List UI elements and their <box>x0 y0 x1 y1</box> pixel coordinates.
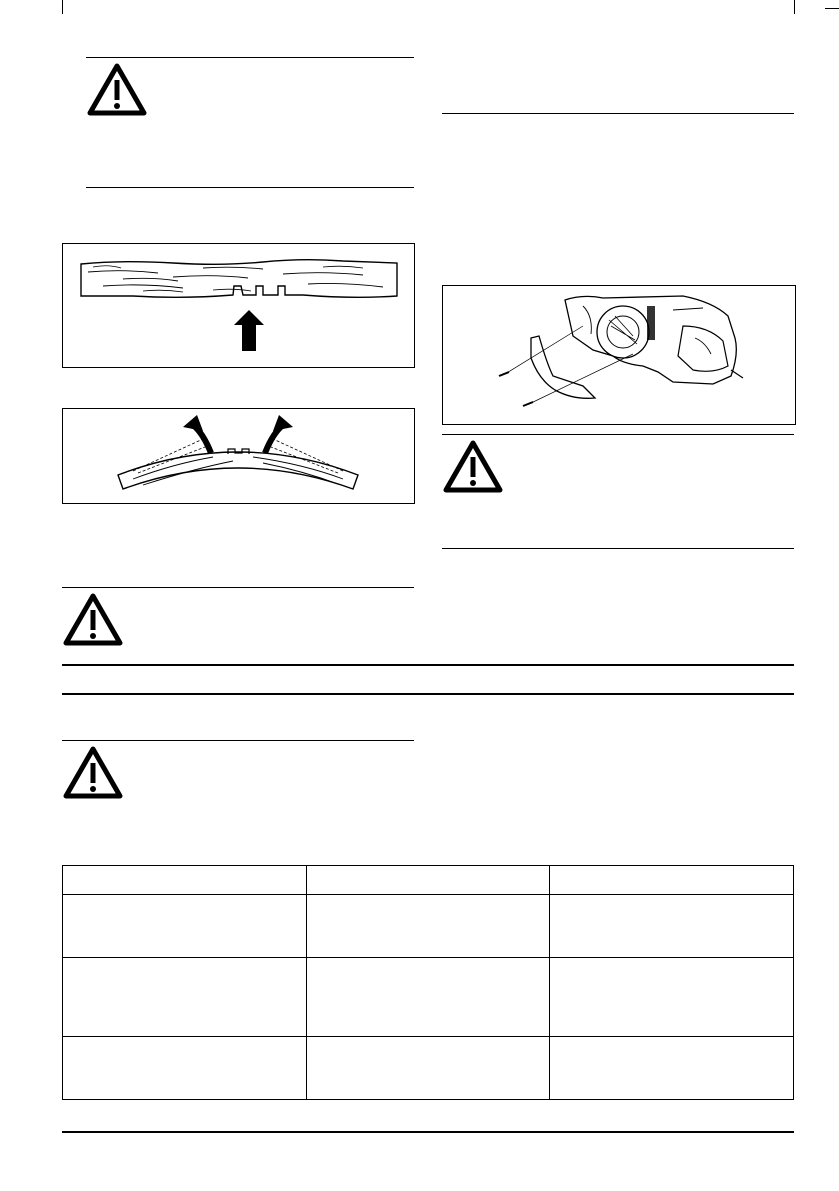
log-notch-illustration <box>63 244 414 367</box>
warning-rule-top-2 <box>62 587 414 588</box>
figure-log-notches <box>62 243 415 368</box>
up-arrow-icon <box>234 310 264 351</box>
warning-rule-top-1 <box>86 57 414 58</box>
warning-triangle-icon <box>62 745 124 801</box>
table-header-cell <box>306 866 550 895</box>
table-cell <box>63 1036 307 1099</box>
table-header-row <box>63 866 794 895</box>
warning-rule-top-4 <box>442 434 794 435</box>
warning-triangle-icon <box>86 62 148 118</box>
table-header-cell <box>550 866 794 895</box>
saw-guard-illustration <box>443 286 795 424</box>
log-bend-illustration <box>63 409 414 503</box>
right-rule-1 <box>442 113 794 114</box>
crop-mark-top-left <box>62 0 63 14</box>
table-row <box>63 1036 794 1099</box>
table-cell <box>306 895 550 958</box>
crop-mark-top-right <box>794 0 795 14</box>
section-rule-top <box>62 664 794 666</box>
table-cell <box>306 1036 550 1099</box>
table-cell <box>63 958 307 1036</box>
table-header-cell <box>63 866 307 895</box>
figure-saw-guard-mounting <box>442 285 796 425</box>
table-cell <box>306 958 550 1036</box>
table-row <box>63 958 794 1036</box>
warning-triangle-icon <box>442 439 504 495</box>
footer-rule <box>62 1131 794 1133</box>
table-row <box>63 895 794 958</box>
table-cell <box>550 1036 794 1099</box>
warning-rule-top-3 <box>62 740 414 741</box>
warning-triangle-icon <box>62 592 124 648</box>
table-cell <box>550 958 794 1036</box>
figure-log-bending <box>62 408 415 504</box>
data-table <box>62 865 794 1100</box>
warning-rule-bottom-1 <box>86 187 414 188</box>
table-cell <box>63 895 307 958</box>
section-rule-bottom <box>62 693 794 695</box>
table-cell <box>550 895 794 958</box>
warning-rule-bottom-4 <box>442 548 794 549</box>
crop-mark-right <box>825 8 839 9</box>
